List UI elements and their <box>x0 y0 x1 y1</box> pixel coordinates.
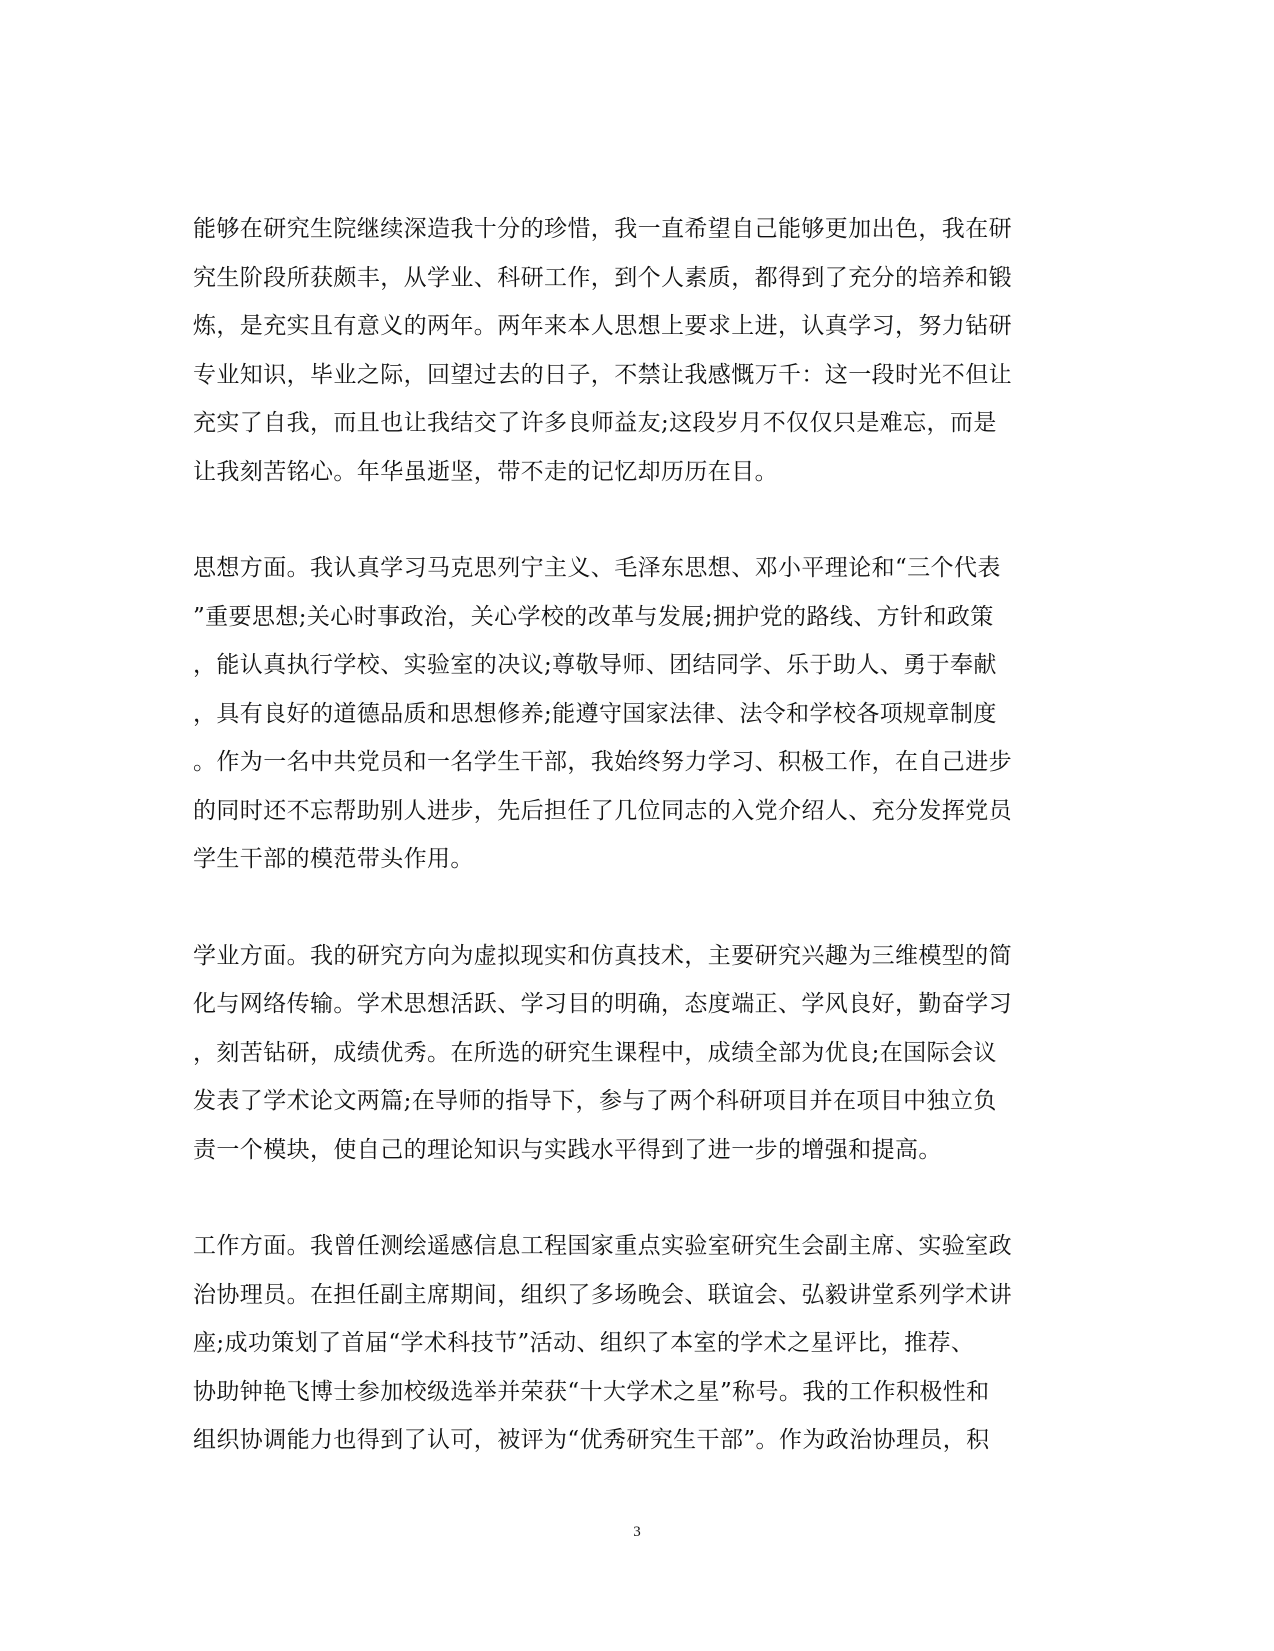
paragraph <box>193 932 1073 1175</box>
paragraph <box>193 1222 1073 1465</box>
text-line: 化与网络传输。学术思想活跃、学习目的明确，态度端正、学风良好，勤奋学习 <box>193 991 1012 1017</box>
text-line: 的同时还不忘帮助别人进步，先后担任了几位同志的入党介绍人、充分发挥党员 <box>193 797 1012 824</box>
text-line: 座;成功策划了首届“学术科技节”活动、组织了本室的学术之星评比，推荐、 <box>193 1330 975 1356</box>
paragraph <box>193 544 1073 884</box>
text-line: 专业知识，毕业之际，回望过去的日子，不禁让我感慨万千：这一段时光不但让 <box>193 361 1012 388</box>
text-line: 责一个模块，使自己的理论知识与实践水平得到了进一步的增强和提高。 <box>193 1136 942 1163</box>
text-line: 学业方面。我的研究方向为虚拟现实和仿真技术，主要研究兴趣为三维模型的简 <box>193 942 1012 969</box>
text-line: 发表了学术论文两篇;在导师的指导下，参与了两个科研项目并在项目中独立负 <box>193 1088 997 1114</box>
text-line: 充实了自我，而且也让我结交了许多良师益友;这段岁月不仅仅只是难忘，而是 <box>193 410 997 436</box>
text-line: 组织协调能力也得到了认可，被评为“优秀研究生干部”。作为政治协理员，积 <box>193 1427 990 1453</box>
body-text <box>193 205 1073 1513</box>
text-line: 思想方面。我认真学习马克思列宁主义、毛泽东思想、邓小平理论和“三个代表 <box>193 555 1001 581</box>
page-number: 3 <box>633 1524 641 1540</box>
text-line: 工作方面。我曾任测绘遥感信息工程国家重点实验室研究生会副主席、实验室政 <box>193 1233 1012 1259</box>
text-line: 治协理员。在担任副主席期间，组织了多场晚会、联谊会、弘毅讲堂系列学术讲 <box>193 1281 1012 1308</box>
text-line: ，能认真执行学校、实验室的决议;尊敬导师、团结同学、乐于助人、勇于奉献 <box>193 652 997 678</box>
text-line: 让我刻苦铭心。年华虽逝坚，带不走的记忆却历历在目。 <box>193 458 778 485</box>
paragraph <box>193 205 1073 496</box>
text-line: ，刻苦钻研，成绩优秀。在所选的研究生课程中，成绩全部为优良;在国际会议 <box>193 1039 997 1066</box>
text-line: 学生干部的模范带头作用。 <box>193 846 474 872</box>
text-line: 能够在研究生院继续深造我十分的珍惜，我一直希望自己能够更加出色，我在研 <box>193 216 1012 242</box>
text-line: 。作为一名中共党员和一名学生干部，我始终努力学习、积极工作，在自己进步 <box>193 749 1012 775</box>
text-line: 协助钟艳飞博士参加校级选举并荣获“十大学术之星”称号。我的工作积极性和 <box>193 1378 990 1405</box>
text-line: 炼，是充实且有意义的两年。两年来本人思想上要求上进，认真学习，努力钻研 <box>193 313 1012 339</box>
text-line: ，具有良好的道德品质和思想修养;能遵守国家法律、法令和学校各项规章制度 <box>193 700 997 727</box>
text-line: ”重要思想;关心时事政治，关心学校的改革与发展;拥护党的路线、方针和政策 <box>193 603 994 630</box>
text-line: 究生阶段所获颇丰，从学业、科研工作，到个人素质，都得到了充分的培养和锻 <box>193 264 1012 291</box>
